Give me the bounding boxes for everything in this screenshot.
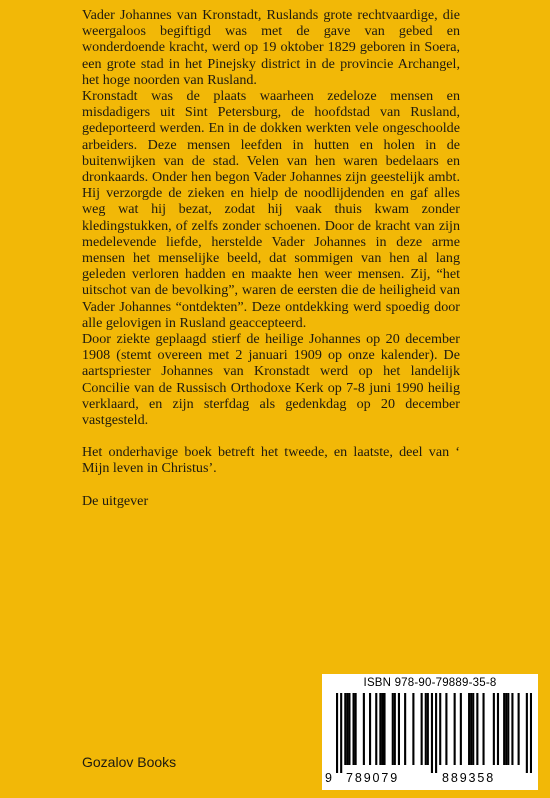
- cover-text: [82, 7, 460, 509]
- paragraph-book-note: Het onderhavige boek betreft het tweede, en laatste, deel van ‘ Mijn leven in Christus’.: [82, 444, 460, 477]
- barcode-bar: [353, 693, 355, 765]
- barcode-bar: [439, 693, 441, 765]
- barcode-digits-right: 889358: [442, 771, 496, 785]
- barcode-bar: [404, 693, 406, 765]
- barcode-bar: [530, 693, 532, 773]
- barcode-bar: [445, 693, 447, 765]
- barcode-bar: [383, 693, 385, 765]
- barcode-bar: [472, 693, 474, 765]
- paragraph-ministry: Kronstadt was de plaats waarheen zedeloze mensen en misdadigers uit Sint Petersburg, de hoofdstad van Rusland, gedeporteerd werden. En in de dokken werkten vele ongeschoolde arbeiders. Deze mensen leefden in hutten en holen in de buitenwijken van de stad. Velen van hen waren bedelaars en dronkaards. Onder hen begon Vader Johannes zijn geestelijk ambt. Hij verzorgde de zieken en hielp de noodlijdenden en gaf alles weg wat hij bezat, zodat hij vaak thuis kwam zonder kledingstukken, of zelfs zonder schoenen. Door de kracht van zijn medelevende liefde, herstelde Vader Johannes in deze arme mensen het menselijke beeld, dat sommigen van hen al lang geleden verloren hadden en maakte hen weer mensen. Zij, “het uitschot van de bevolking”, waren de eersten die de heiligheid van Vader Johannes “ontdekten”. Deze ontdekking werd spoedig door alle gelovigen in Rusland geaccepteerd.: [82, 88, 460, 331]
- barcode-bar: [482, 693, 484, 765]
- barcode-bar: [493, 693, 495, 765]
- barcode-bar: [344, 693, 346, 765]
- barcode-bar: [435, 693, 437, 773]
- barcode-bar: [511, 693, 513, 765]
- barcode-bar: [468, 693, 470, 765]
- barcode-bar: [460, 693, 462, 765]
- isbn-barcode: [322, 674, 538, 790]
- barcode-digits-left: 789079: [346, 771, 400, 785]
- barcode-digit-first: 9: [325, 771, 332, 785]
- barcode-bars: [336, 693, 532, 773]
- barcode-bar: [379, 693, 381, 765]
- barcode-bar: [355, 693, 357, 765]
- barcode-bar: [394, 693, 396, 765]
- barcode-bar: [503, 693, 505, 765]
- barcode-bar: [476, 693, 478, 765]
- paragraph-death: Door ziekte geplaagd stierf de heilige Johannes op 20 december 1908 (stemt overeen met 2 januari 1909 op onze kalender). De aartspriester Johannes van Kronstadt werd op het landelijk Concilie van de Russisch Orthodoxe Kerk op 7-8 juni 1990 heilig verklaard, en zijn sterfdag als gedenkdag op 20 december vastgesteld.: [82, 331, 460, 429]
- barcode-bar: [497, 693, 499, 765]
- barcode-bar: [526, 693, 528, 773]
- barcode-bar: [505, 693, 507, 765]
- barcode-bar: [381, 693, 383, 765]
- barcode-bar: [398, 693, 400, 765]
- barcode-bar: [431, 693, 433, 773]
- barcode-bar: [427, 693, 429, 765]
- barcode-bar: [369, 693, 371, 765]
- publisher-name: Gozalov Books: [82, 754, 177, 770]
- barcode-bar: [348, 693, 350, 765]
- barcode-bar: [363, 693, 365, 765]
- barcode-bar: [507, 693, 509, 765]
- barcode-bar: [518, 693, 520, 765]
- barcode-bar: [421, 693, 423, 765]
- barcode-bar: [470, 693, 472, 765]
- barcode-bar: [454, 693, 456, 765]
- isbn-label: ISBN 978-90-79889-35-8: [363, 677, 497, 689]
- barcode-bar: [336, 693, 338, 773]
- barcode-bar: [392, 693, 394, 765]
- barcode-bar: [346, 693, 348, 765]
- barcode-bar: [375, 693, 377, 765]
- barcode-bar: [412, 693, 414, 765]
- paragraph-biography: Vader Johannes van Kronstadt, Ruslands grote rechtvaardige, die weergaloos begiftigd was met de gave van gebed en wonderdoende kracht, werd op 19 oktober 1829 geboren in Soera, een grote stad in het Pinejsky district in de provincie Archangel, het hoge noorden van Rusland.: [82, 7, 460, 88]
- barcode-bar: [340, 693, 342, 773]
- barcode-bar: [425, 693, 427, 765]
- signature-publisher: De uitgever: [82, 492, 149, 509]
